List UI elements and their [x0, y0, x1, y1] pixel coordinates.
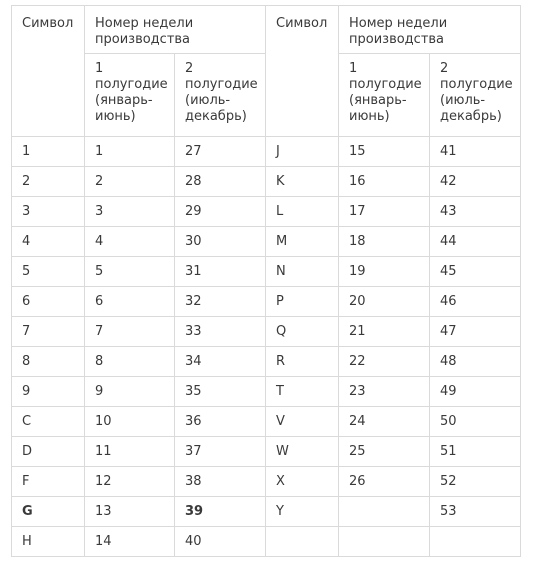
table-body: [12, 137, 521, 557]
symbol-cell: Q: [266, 317, 339, 347]
second-half-week-cell: 49: [430, 377, 521, 407]
table-row: [12, 377, 521, 407]
second-half-week-cell: 47: [430, 317, 521, 347]
second-half-week-cell: 36: [175, 407, 266, 437]
symbol-cell: D: [12, 437, 85, 467]
second-half-week-cell: [430, 527, 521, 557]
second-half-week-cell: 31: [175, 257, 266, 287]
symbol-cell: K: [266, 167, 339, 197]
second-half-week-cell: 45: [430, 257, 521, 287]
first-half-week-cell: 24: [339, 407, 430, 437]
second-half-week-cell: 43: [430, 197, 521, 227]
first-half-week-cell: 22: [339, 347, 430, 377]
first-half-week-cell: 3: [85, 197, 175, 227]
first-half-week-cell: 5: [85, 257, 175, 287]
first-half-week-cell: [339, 527, 430, 557]
second-half-week-cell: 44: [430, 227, 521, 257]
symbol-cell: M: [266, 227, 339, 257]
first-half-week-cell: 7: [85, 317, 175, 347]
symbol-cell: C: [12, 407, 85, 437]
second-half-week-cell: 37: [175, 437, 266, 467]
first-half-week-cell: 20: [339, 287, 430, 317]
table-row: [12, 347, 521, 377]
first-half-week-cell: 26: [339, 467, 430, 497]
table-row: [12, 137, 521, 167]
second-half-week-cell: 40: [175, 527, 266, 557]
first-half-week-cell: 4: [85, 227, 175, 257]
table-row: [12, 257, 521, 287]
symbol-cell: W: [266, 437, 339, 467]
symbol-cell: 7: [12, 317, 85, 347]
second-half-week-cell: 51: [430, 437, 521, 467]
symbol-cell: P: [266, 287, 339, 317]
symbol-cell: L: [266, 197, 339, 227]
table-row: [12, 287, 521, 317]
second-half-header: 2 полугодие (июль-декабрь): [430, 54, 521, 137]
symbol-cell: 9: [12, 377, 85, 407]
table-row: [12, 437, 521, 467]
second-half-week-cell: 42: [430, 167, 521, 197]
second-half-week-cell: 53: [430, 497, 521, 527]
symbol-cell: Y: [266, 497, 339, 527]
first-half-week-cell: [339, 497, 430, 527]
table-row: [12, 197, 521, 227]
second-half-week-cell: 34: [175, 347, 266, 377]
week-number-header: Номер недели производства: [85, 6, 266, 54]
symbol-cell: V: [266, 407, 339, 437]
first-half-week-cell: 10: [85, 407, 175, 437]
first-half-week-cell: 19: [339, 257, 430, 287]
table-row: [12, 167, 521, 197]
first-half-week-cell: 8: [85, 347, 175, 377]
symbol-cell: 6: [12, 287, 85, 317]
first-half-week-cell: 23: [339, 377, 430, 407]
first-half-week-cell: 14: [85, 527, 175, 557]
symbol-cell: 8: [12, 347, 85, 377]
first-half-week-cell: 2: [85, 167, 175, 197]
first-half-week-cell: 6: [85, 287, 175, 317]
symbol-cell: 5: [12, 257, 85, 287]
second-half-week-cell: 50: [430, 407, 521, 437]
table-row: [12, 227, 521, 257]
second-half-week-cell: 27: [175, 137, 266, 167]
first-half-week-cell: 9: [85, 377, 175, 407]
first-half-week-cell: 25: [339, 437, 430, 467]
symbol-cell: H: [12, 527, 85, 557]
second-half-week-cell: 35: [175, 377, 266, 407]
first-half-week-cell: 16: [339, 167, 430, 197]
second-half-week-cell: 38: [175, 467, 266, 497]
first-half-week-cell: 15: [339, 137, 430, 167]
header-row: [12, 6, 521, 54]
table-row: [12, 317, 521, 347]
second-half-week-cell: 46: [430, 287, 521, 317]
symbol-cell: F: [12, 467, 85, 497]
first-half-week-cell: 11: [85, 437, 175, 467]
symbol-header: Символ: [266, 6, 339, 137]
symbol-cell: X: [266, 467, 339, 497]
symbol-header: Символ: [12, 6, 85, 137]
first-half-header: 1 полугодие (январь-июнь): [85, 54, 175, 137]
first-half-week-cell: 13: [85, 497, 175, 527]
first-half-week-cell: 17: [339, 197, 430, 227]
second-half-week-cell: 41: [430, 137, 521, 167]
symbol-cell: N: [266, 257, 339, 287]
second-half-week-cell: 28: [175, 167, 266, 197]
second-half-week-cell: 39: [175, 497, 266, 527]
symbol-cell: 3: [12, 197, 85, 227]
table-row: [12, 467, 521, 497]
week-number-header: Номер недели производства: [339, 6, 521, 54]
symbol-cell: J: [266, 137, 339, 167]
second-half-week-cell: 29: [175, 197, 266, 227]
second-half-week-cell: 32: [175, 287, 266, 317]
second-half-week-cell: 30: [175, 227, 266, 257]
first-half-header: 1 полугодие (январь-июнь): [339, 54, 430, 137]
second-half-week-cell: 52: [430, 467, 521, 497]
first-half-week-cell: 18: [339, 227, 430, 257]
second-half-week-cell: 48: [430, 347, 521, 377]
symbol-cell: R: [266, 347, 339, 377]
table-row: [12, 407, 521, 437]
symbol-cell: 2: [12, 167, 85, 197]
first-half-week-cell: 1: [85, 137, 175, 167]
symbol-cell: G: [12, 497, 85, 527]
second-half-header: 2 полугодие (июль-декабрь): [175, 54, 266, 137]
symbol-cell: 4: [12, 227, 85, 257]
symbol-cell: T: [266, 377, 339, 407]
table-row: [12, 497, 521, 527]
symbol-cell: 1: [12, 137, 85, 167]
second-half-week-cell: 33: [175, 317, 266, 347]
week-code-table: [11, 5, 521, 557]
symbol-cell: [266, 527, 339, 557]
first-half-week-cell: 12: [85, 467, 175, 497]
first-half-week-cell: 21: [339, 317, 430, 347]
table-row: [12, 527, 521, 557]
